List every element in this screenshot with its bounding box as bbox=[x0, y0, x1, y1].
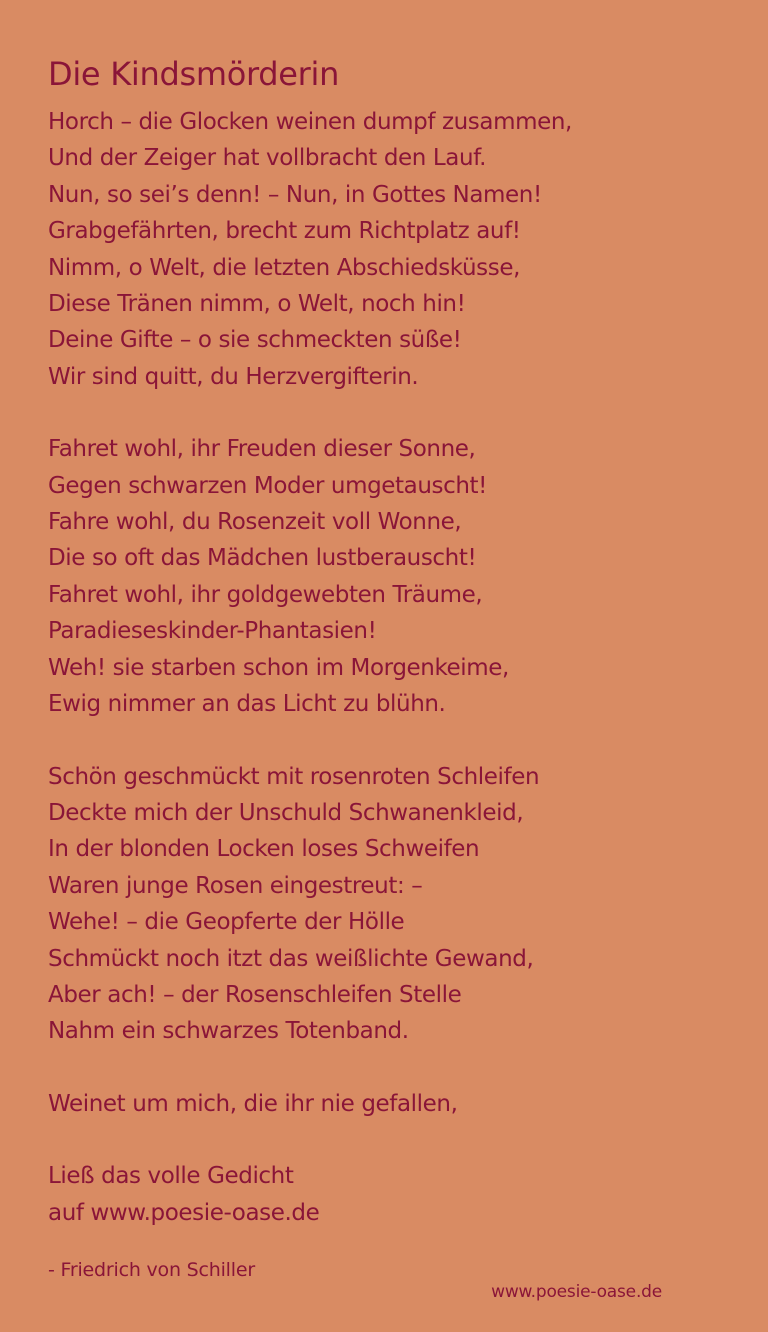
poem-line: Aber ach! – der Rosenschleifen Stelle bbox=[48, 981, 462, 1008]
poem-line: Nimm, o Welt, die letzten Abschiedsküsse, bbox=[48, 254, 521, 281]
stanza-2 bbox=[48, 431, 738, 722]
poem-line: Deine Gifte – o sie schmeckten süße! bbox=[48, 327, 462, 354]
website-watermark: www.poesie-oase.de bbox=[491, 1282, 662, 1302]
poem-line: Fahre wohl, du Rosenzeit voll Wonne, bbox=[48, 509, 462, 536]
poem-line: Fahret wohl, ihr goldgewebten Träume, bbox=[48, 581, 483, 608]
promo-line: Ließ das volle Gedicht bbox=[48, 1163, 294, 1190]
poem-line: Schmückt noch itzt das weißlichte Gewand, bbox=[48, 945, 534, 972]
poem-line: Wehe! – die Geopferte der Hölle bbox=[48, 909, 405, 936]
poem-line: Grabgefährten, brecht zum Richtplatz auf! bbox=[48, 218, 521, 245]
poem-container bbox=[48, 54, 738, 1231]
poem-line: Ewig nimmer an das Licht zu blühn. bbox=[48, 691, 446, 718]
poem-line: Waren junge Rosen eingestreut: – bbox=[48, 872, 423, 899]
poem-author: - Friedrich von Schiller bbox=[48, 1259, 255, 1281]
stanza-1 bbox=[48, 104, 738, 395]
poem-line: Horch – die Glocken weinen dumpf zusammen, bbox=[48, 109, 572, 135]
poem-line: Gegen schwarzen Moder umgetauscht! bbox=[48, 472, 487, 499]
promo-note bbox=[48, 1158, 738, 1231]
poem-line: Deckte mich der Unschuld Schwanenkleid, bbox=[48, 799, 524, 826]
poem-line: Die so oft das Mädchen lustberauscht! bbox=[48, 545, 477, 572]
poem-line: Schön geschmückt mit rosenroten Schleifen bbox=[48, 763, 540, 790]
poem-line: Paradieseskinder-Phantasien! bbox=[48, 618, 377, 645]
poem-title: Die Kindsmörderin bbox=[48, 55, 340, 93]
poem-line: Diese Tränen nimm, o Welt, noch hin! bbox=[48, 291, 466, 318]
stanza-3 bbox=[48, 759, 738, 1050]
poem-line: Weh! sie starben schon im Morgenkeime, bbox=[48, 654, 509, 681]
poem-line: In der blonden Locken loses Schweifen bbox=[48, 836, 480, 863]
poem-line: Fahret wohl, ihr Freuden dieser Sonne, bbox=[48, 436, 476, 463]
poem-line: Wir sind quitt, du Herzvergifterin. bbox=[48, 363, 419, 390]
poem-line: Nahm ein schwarzes Totenband. bbox=[48, 1018, 409, 1045]
stanza-4 bbox=[48, 1086, 738, 1122]
poem-line: Nun, so sei’s denn! – Nun, in Gottes Namen! bbox=[48, 181, 542, 208]
poem-line: Weinet um mich, die ihr nie gefallen, bbox=[48, 1090, 458, 1117]
promo-line: auf www.poesie-oase.de bbox=[48, 1199, 320, 1226]
poem-line: Und der Zeiger hat vollbracht den Lauf. bbox=[48, 145, 487, 172]
